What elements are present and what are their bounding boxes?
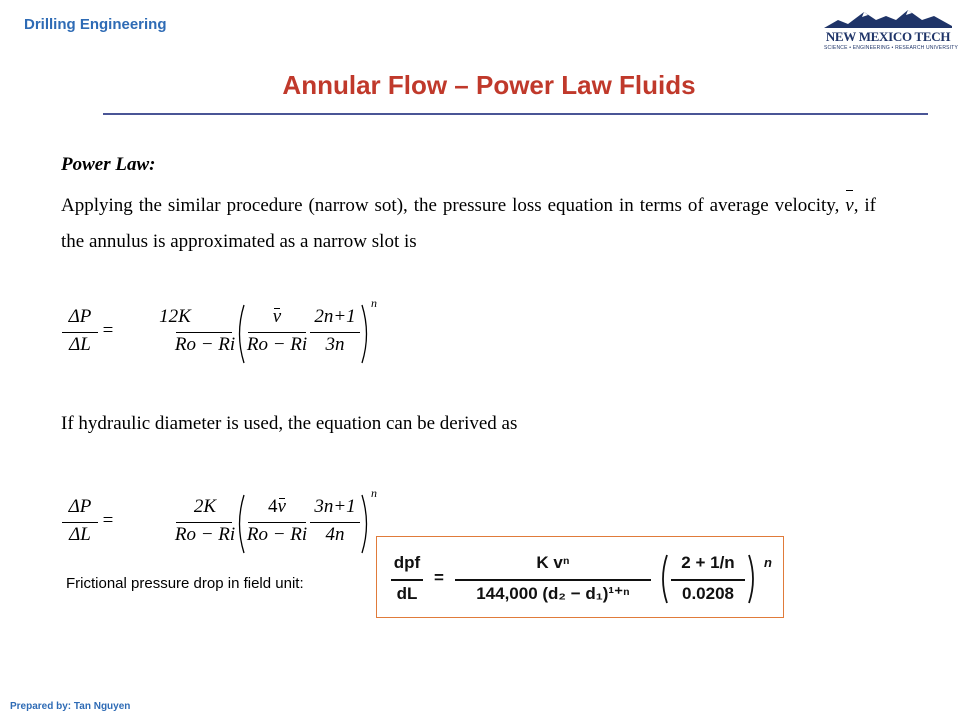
paragraph-intro-text-1: Applying the similar procedure (narrow sot), the pressure loss equation in terms of average velocity, <box>61 195 840 216</box>
eq2-n-numerator: 3n+1 <box>314 496 356 517</box>
eq1-v-symbol: v <box>272 306 282 327</box>
eq1-lhs-denominator: ΔL <box>69 334 91 355</box>
paragraph-hydraulic: If hydraulic diameter is used, the equation can be derived as <box>61 413 518 434</box>
course-label: Drilling Engineering <box>24 16 167 33</box>
fu-mid-numerator: K vⁿ <box>536 553 570 572</box>
eq1-right-paren-icon <box>360 304 372 364</box>
eq2-k-denominator: Ro − Ri <box>174 524 236 545</box>
fu-mid-denominator: 144,000 (d₂ − d₁)¹⁺ⁿ <box>476 584 630 603</box>
eq1-v-numerator <box>246 306 308 328</box>
eq1-k-numerator: 12K <box>159 306 191 327</box>
paragraph-intro-text-2: , if the annulus is approximated as a narrow slot is <box>61 195 876 252</box>
eq1-left-paren-icon <box>234 304 246 364</box>
equation-hydraulic-diameter <box>60 486 377 562</box>
eq1-equals: = <box>102 320 114 341</box>
logo-name: NEW MEXICO TECH <box>825 29 951 44</box>
fu-paren-bar <box>671 579 745 581</box>
eq2-lhs-bar <box>62 522 98 523</box>
mountain-logo-icon <box>824 8 952 30</box>
prepared-by-footer: Prepared by: Tan Nguyen <box>10 701 131 712</box>
eq2-left-paren-icon <box>234 494 246 554</box>
eq2-k-numerator: 2K <box>193 496 217 517</box>
eq2-right-paren-icon <box>360 494 372 554</box>
fu-right-paren-icon <box>747 553 759 605</box>
eq1-k-bar <box>176 332 232 333</box>
eq2-v-numerator <box>246 496 308 518</box>
eq2-lhs-numerator: ΔP <box>68 496 92 517</box>
eq1-v-denominator: Ro − Ri <box>246 334 308 355</box>
equation-narrow-slot <box>60 296 377 372</box>
eq1-lhs-numerator: ΔP <box>68 306 92 327</box>
fu-mid-bar <box>455 579 651 581</box>
eq2-v-symbol: v <box>277 496 286 517</box>
velocity-symbol: v <box>845 188 853 224</box>
fu-paren-numerator: 2 + 1/n <box>681 553 735 572</box>
eq2-exponent: n <box>371 486 377 500</box>
fu-lhs-numerator: dpf <box>393 553 421 572</box>
eq2-v-denominator: Ro − Ri <box>246 524 308 545</box>
logo-tagline: SCIENCE • ENGINEERING • RESEARCH UNIVERSITY <box>824 45 959 51</box>
eq1-v-bar <box>248 332 306 333</box>
eq2-n-bar <box>310 522 360 523</box>
eq1-n-denominator: 3n <box>325 334 345 355</box>
section-heading: Power Law: <box>61 154 156 175</box>
field-unit-formula-box <box>376 536 784 618</box>
field-unit-caption: Frictional pressure drop in field unit: <box>66 575 304 592</box>
fu-lhs-denominator: dL <box>396 584 418 603</box>
eq2-lhs-denominator: ΔL <box>69 524 91 545</box>
eq1-k-denominator: Ro − Ri <box>174 334 236 355</box>
fu-equals: = <box>434 568 444 587</box>
eq2-v-bar <box>248 522 306 523</box>
fu-exponent: n <box>764 555 772 570</box>
eq1-n-bar <box>310 332 360 333</box>
eq2-v-coefficient: 4 <box>268 496 278 517</box>
fu-lhs-bar <box>391 579 423 581</box>
title-divider <box>103 113 928 115</box>
slide-title: Annular Flow – Power Law Fluids <box>282 70 696 100</box>
eq2-n-denominator: 4n <box>325 524 345 545</box>
fu-paren-denominator: 0.0208 <box>682 584 734 603</box>
eq1-n-numerator: 2n+1 <box>314 306 356 327</box>
paragraph-intro <box>61 188 876 260</box>
eq1-lhs-bar <box>62 332 98 333</box>
field-unit-formula <box>377 537 785 619</box>
eq2-equals: = <box>102 510 114 531</box>
eq2-k-bar <box>176 522 232 523</box>
eq1-exponent: n <box>371 296 377 310</box>
university-logo <box>824 8 959 52</box>
